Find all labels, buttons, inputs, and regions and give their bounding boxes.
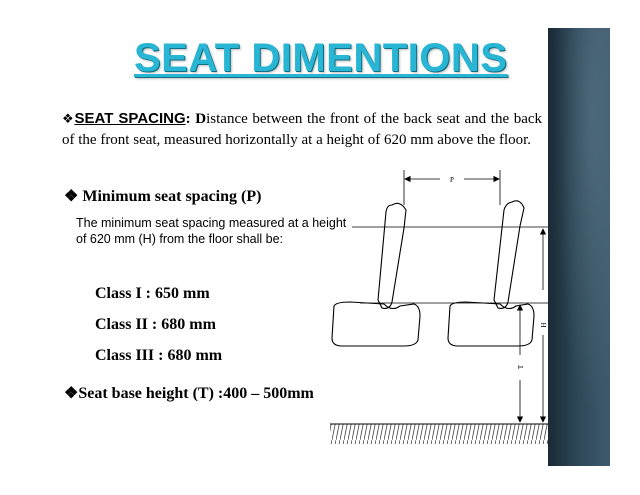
slide-title: SEAT DIMENTIONS	[134, 36, 508, 80]
label-h: H	[540, 322, 548, 328]
diamond-bullet-icon: ❖	[64, 188, 79, 205]
definition-text: istance between the front of the back seat and the back of the front seat, measured horizontally at a height of 620 mm above the floor.	[62, 111, 543, 148]
class-2-spacing: Class II : 680 mm	[95, 316, 216, 333]
diamond-bullet-icon: ❖	[62, 111, 75, 126]
front-seat	[448, 201, 534, 346]
floor-hatch	[330, 424, 548, 444]
seat-base-label: Seat base height (T) :400 – 500mm	[78, 385, 314, 402]
diamond-bullet-icon: ❖	[64, 385, 79, 402]
label-t: T	[517, 364, 525, 370]
back-seat	[332, 203, 420, 346]
minimum-spacing-description: The minimum seat spacing measured at a height of 620 mm (H) from the floor shall be:	[76, 216, 347, 246]
class-3-spacing: Class III : 680 mm	[95, 347, 223, 364]
minimum-spacing-label: Minimum seat spacing (P)	[82, 188, 262, 205]
definition-colon: :	[185, 111, 191, 127]
definition-term: SEAT SPACING	[74, 110, 186, 127]
class-1-spacing: Class I : 650 mm	[95, 285, 210, 302]
definition-initial: D	[195, 111, 207, 127]
label-p: P	[450, 176, 454, 184]
